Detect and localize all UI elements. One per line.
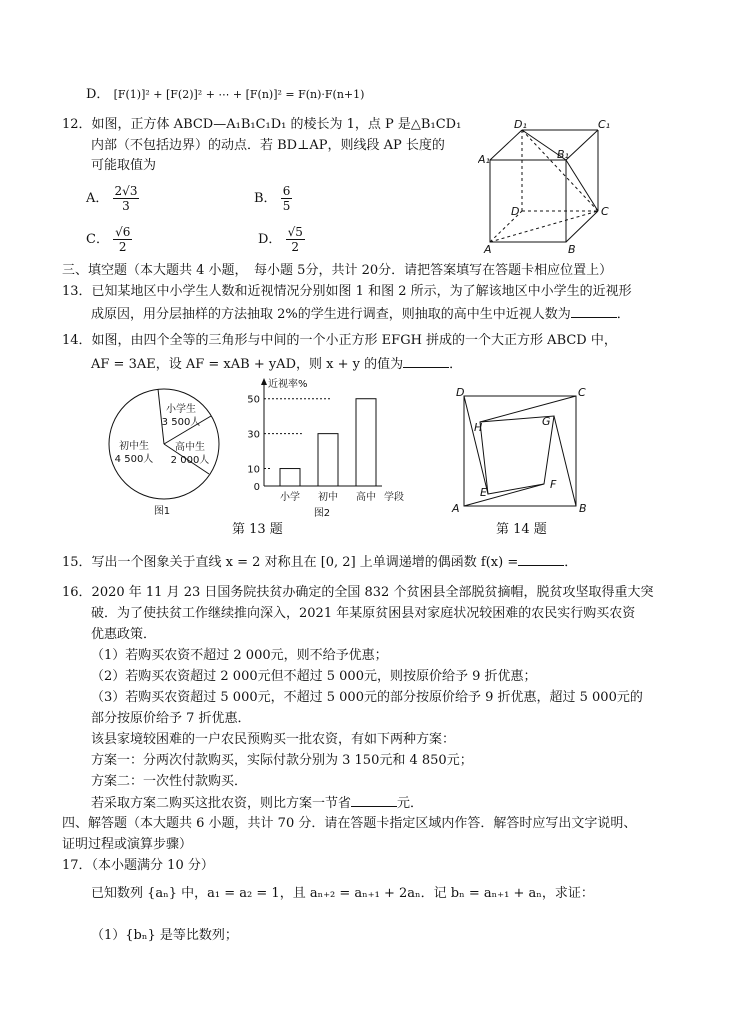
q12-option-b-label: B． (254, 191, 277, 206)
bar-chart-figure2 (242, 374, 422, 520)
q12-option-d-num: √5 (287, 225, 303, 239)
q17-number: 17． (62, 858, 92, 873)
segment-af (464, 484, 544, 506)
q15-end: ． (564, 555, 578, 570)
q12-option-c (86, 225, 132, 254)
pie-count-junior: 4 500人 (114, 454, 154, 465)
caption-q14: 第 14 题 (496, 522, 547, 537)
q12-option-a-den: 3 (122, 199, 130, 213)
q16-rule3b: 部分按原价给予 7 折优惠． (91, 711, 251, 726)
edge-bc (566, 211, 598, 242)
q15-answer-blank[interactable] (518, 553, 564, 566)
q11-option-d (86, 86, 364, 104)
q12-option-d (258, 225, 305, 254)
q16-scenario: 该县家境较困难的一户农民预购买一批农资，有如下两种方案： (91, 732, 456, 747)
section-3-heading: 三、填空题（本大题共 4 小题， 每小题 5分，共计 20分．请把答案填写在答题卡相应位置上） (62, 263, 613, 278)
label-d1: D₁ (514, 118, 527, 131)
y-axis-label: 近视率% (268, 379, 308, 390)
y-axis-arrow (261, 378, 267, 385)
q17-title (62, 857, 214, 875)
edge-a1d1 (490, 130, 522, 160)
q12-line3: 可能取值为 (91, 158, 157, 173)
q11-option-d-formula: [F(1)]² + [F(2)]² + ⋯ + [F(n)]² = F(n)·F(n+1) (113, 88, 365, 101)
q16-text-1: 2020 年 11 月 23 日国务院扶贫办确定的全国 832 个贫困县全部脱贫摘帽，脱贫攻坚取得重大突 (91, 585, 654, 600)
bar-小学 (280, 469, 300, 486)
q15-line (62, 553, 577, 572)
x-tick-label: 小学 (280, 492, 300, 503)
q11-option-d-label: D． (86, 87, 110, 102)
label-d: D (511, 205, 520, 218)
pie-caption: 图1 (153, 506, 171, 516)
q12-option-b (254, 184, 292, 213)
q16-question-text: 若采取方案二购买这批农资，则比方案一节省 (91, 796, 352, 811)
edge-b1c1 (566, 130, 598, 160)
pie-label-primary: 小学生 (166, 404, 196, 415)
q12-number: 12． (62, 117, 92, 132)
label-b: B (579, 502, 587, 515)
bar-初中 (318, 434, 338, 486)
edge-b1c (566, 160, 598, 211)
q13-end: ． (616, 307, 630, 322)
q13-text-2: 成原因，用分层抽样的方法抽取 2%的学生进行调查，则抽取的高中生中近视人数为 (91, 307, 571, 322)
q14-text-1: 如图，由四个全等的三角形与中间的一个小正方形 EFGH 拼成的一个大正方形 ABCD 中， (91, 333, 617, 348)
y-tick-label: 30 (247, 429, 260, 441)
x-tick-label: 高中 (356, 492, 376, 503)
q14-number: 14． (62, 333, 92, 348)
q12-option-c-den: 2 (118, 240, 127, 254)
q17-part1: （1）{bₙ} 是等比数列； (91, 928, 238, 943)
q13-line1 (62, 283, 632, 301)
label-h: H (474, 421, 483, 434)
q12-line1 (62, 116, 461, 134)
bar-caption: 图2 (313, 508, 331, 519)
cube-figure (478, 118, 628, 254)
q14-end: ． (449, 357, 463, 372)
label-e: E (480, 486, 487, 499)
pie-count-high: 2 000人 (170, 455, 210, 466)
label-a1: A₁ (478, 153, 490, 166)
q16-line1 (62, 584, 653, 602)
q14-line2 (91, 355, 462, 374)
square-figure14 (450, 384, 590, 518)
q13-number: 13． (62, 284, 92, 299)
q16-plan2: 方案二：一次性付款购买． (91, 774, 248, 789)
bar-高中 (356, 399, 376, 486)
label-a: A (484, 243, 492, 254)
x-tick-label: 初中 (318, 492, 338, 503)
y-tick-label: 50 (247, 394, 260, 406)
q16-rule1: （1）若购买农资不超过 2 000元，则不给予优惠； (91, 648, 388, 663)
q16-answer-blank[interactable] (351, 794, 397, 807)
q12-option-d-label: D． (258, 232, 282, 247)
q12-option-c-label: C． (86, 232, 109, 247)
q16-rule2: （2）若购买农资超过 2 000元但不超过 5 000元，则按原价给予 9 折优惠； (91, 669, 537, 684)
q12-option-a-fraction (113, 184, 140, 213)
q15-number: 15． (62, 555, 92, 570)
q16-question-end: 元． (397, 796, 424, 811)
label-b: B (568, 243, 576, 254)
y-tick-label: 10 (247, 464, 260, 476)
q16-plan1: 方案一：分两次付款购买，实际付款分别为 3 150元和 4 850元； (91, 753, 473, 768)
edge-d1c (522, 130, 598, 211)
q13-text-1: 已知某地区中小学生人数和近视情况分别如图 1 和图 2 所示，为了解该地区中小学生的近视形 (91, 284, 632, 299)
q13-line2 (91, 305, 630, 324)
q12-option-b-fraction (281, 184, 293, 213)
q16-line3: 优惠政策． (91, 627, 157, 642)
q16-line2: 破．为了使扶贫工作继续推向深入，2021 年某原贫困县对家庭状况较困难的农民实行购买农资 (91, 606, 636, 621)
q13-answer-blank[interactable] (571, 305, 617, 318)
q12-option-b-num: 6 (282, 184, 291, 198)
q12-option-c-num: √6 (115, 225, 131, 239)
q17-stem: 已知数列 {aₙ} 中，a₁ = a₂ = 1，且 aₙ₊₂ = aₙ₊₁ + 2aₙ．记 bₙ = aₙ₊₁ + aₙ，求证： (91, 886, 594, 901)
q12-option-d-fraction (286, 225, 305, 254)
label-g: G (542, 415, 551, 428)
label-c: C (578, 386, 586, 399)
q15-text: 写出一个图象关于直线 x = 2 对称且在 [0, 2] 上单调递增的偶函数 f(x) = (91, 555, 519, 570)
q14-answer-blank[interactable] (403, 355, 449, 368)
section-4-heading-1: 四、解答题（本大题共 6 小题，共计 70 分．请在答题卡指定区域内作答．解答时应写出文字说明、 (62, 816, 637, 831)
q12-line2: 内部（不包括边界）的动点．若 BD⊥AP，则线段 AP 长度的 (91, 138, 445, 153)
q12-option-a-num: 2√3 (114, 184, 138, 198)
q12-text-1: 如图，正方体 ABCD—A₁B₁C₁D₁ 的棱长为 1，点 P 是△B₁CD₁ (91, 117, 462, 132)
q12-option-a-label: A． (86, 191, 109, 206)
q16-rule3a: （3）若购买农资超过 5 000元，不超过 5 000元的部分按原价给予 9 折优惠，超过 5 000元的 (91, 690, 643, 705)
label-a: A (452, 502, 460, 515)
x-axis-label: 学段 (384, 492, 404, 503)
pie-chart-figure1 (104, 386, 234, 516)
y-tick-label: 0 (253, 482, 260, 493)
caption-q13: 第 13 题 (232, 522, 283, 537)
label-d: D (456, 386, 465, 399)
segment-de (464, 396, 488, 494)
section-4-heading-2: 证明过程或演算步骤） (62, 837, 193, 852)
pie-count-primary: 3 500人 (161, 417, 201, 428)
q16-question (91, 794, 423, 813)
label-b1: B₁ (557, 148, 569, 161)
pie-label-junior: 初中生 (119, 441, 149, 452)
segment-bg (554, 416, 576, 506)
front-face (490, 160, 566, 242)
q12-option-b-den: 5 (282, 199, 291, 213)
label-c1: C₁ (598, 118, 611, 131)
q12-option-d-den: 2 (291, 240, 300, 254)
label-f: F (550, 478, 557, 491)
pie-label-high: 高中生 (175, 442, 205, 453)
q12-option-c-fraction (113, 225, 132, 254)
label-c: C (601, 205, 609, 218)
q16-number: 16． (62, 585, 92, 600)
q12-option-a (86, 184, 139, 213)
q14-text-2: AF = 3AE，设 AF = xAB + yAD，则 x + y 的值为 (91, 357, 404, 372)
q14-line1 (62, 332, 617, 350)
q17-title-text: （本小题满分 10 分） (91, 858, 214, 873)
